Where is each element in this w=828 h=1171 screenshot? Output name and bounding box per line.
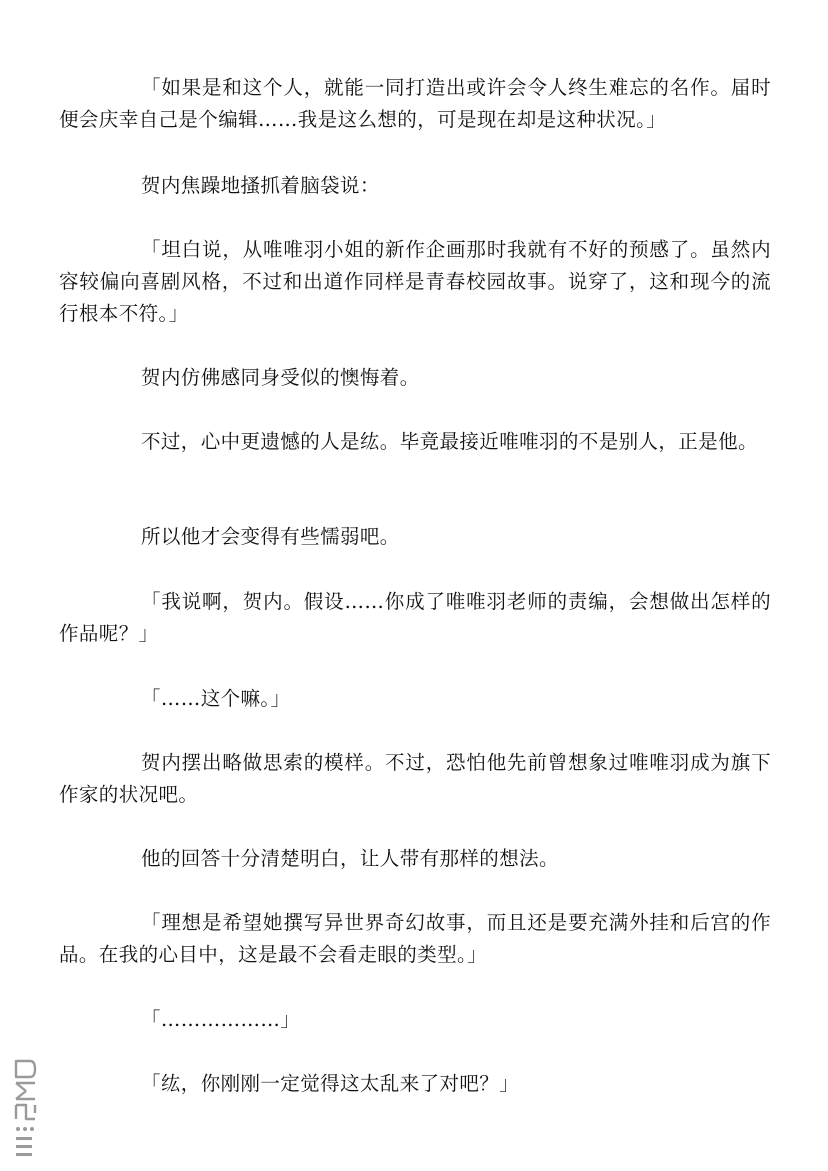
paragraph-9: 贺内摆出略做思索的模样。不过，恐怕他先前曾想象过唯唯羽成为旗下作家的状况吧。 bbox=[59, 751, 771, 806]
paragraph-6: 所以他才会变得有些懦弱吧。 bbox=[141, 525, 400, 548]
paragraph-7: 「我说啊，贺内。假设……你成了唯唯羽老师的责编，会想做出怎样的作品呢？」 bbox=[59, 590, 771, 645]
paragraph-8: 「……这个嘛。」 bbox=[141, 687, 291, 710]
paragraph-12: 「………………」 bbox=[141, 1008, 301, 1031]
paragraph-10: 他的回答十分清楚明白，让人带有那样的想法。 bbox=[141, 847, 559, 870]
paragraph-1: 「如果是和这个人，就能一同打造出或许会令人终生难忘的名作。届时便会庆幸自己是个编辑……我是这么想的，可是现在却是这种状况。」 bbox=[59, 76, 771, 131]
paragraph-13: 「纮，你刚刚一定觉得这太乱来了对吧？」 bbox=[141, 1072, 520, 1095]
paragraph-5: 不过，心中更遗憾的人是纮。毕竟最接近唯唯羽的不是别人，正是他。 bbox=[141, 430, 758, 453]
paragraph-4: 贺内仿佛感同身受似的懊悔着。 bbox=[141, 366, 420, 389]
dm5-watermark-logo bbox=[10, 1055, 38, 1165]
paragraph-11: 「理想是希望她撰写异世界奇幻故事，而且还是要充满外挂和后宫的作品。在我的心目中，这是最不会看走眼的类型。」 bbox=[59, 911, 771, 966]
paragraph-3: 「坦白说，从唯唯羽小姐的新作企画那时我就有不好的预感了。虽然内容较偏向喜剧风格，不过和出道作同样是青春校园故事。说穿了，这和现今的流行根本不符。」 bbox=[59, 238, 771, 325]
paragraph-2: 贺内焦躁地搔抓着脑袋说： bbox=[141, 174, 380, 197]
